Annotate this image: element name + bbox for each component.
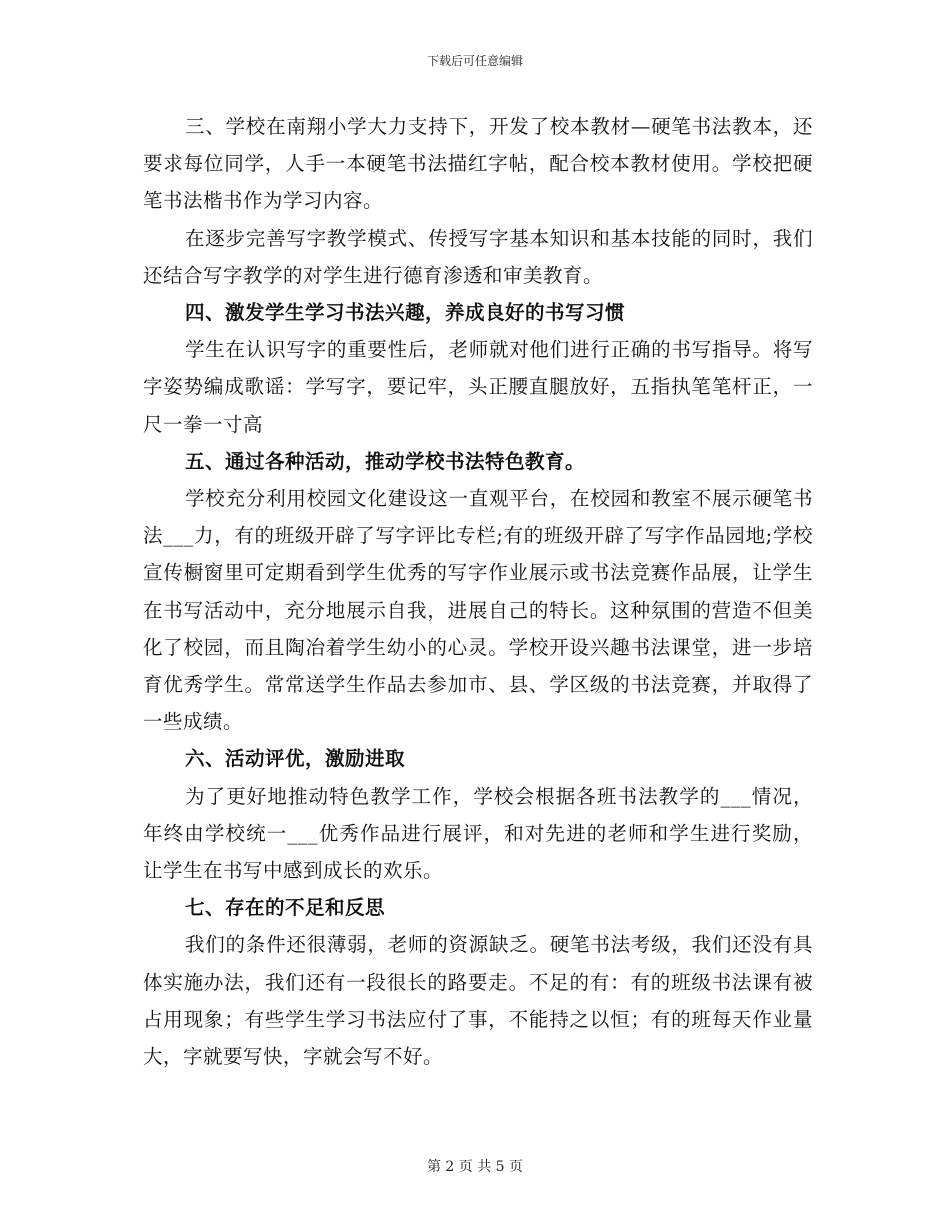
paragraph-writing-guidance: 学生在认识写字的重要性后，老师就对他们进行正确的书写指导。将写字姿势编成歌谣：学写字，要记牢，头正腰直腿放好，五指执笔笔杆正，一尺一拳一寸高: [143, 338, 813, 436]
page-footer: 第 2 页 共 5 页: [426, 1159, 524, 1175]
paragraph-evaluation: 为了更好地推动特色教学工作，学校会根据各班书法教学的___情况，年终由学校统一___优秀作品进行展评，和对先进的老师和学生进行奖励，让学生在书写中感到成长的欢乐。: [143, 784, 813, 883]
section-heading-5: 五、通过各种活动，推动学校书法特色教育。: [185, 449, 586, 473]
section-heading-4: 四、激发学生学习书法兴趣，养成良好的书写习惯: [185, 301, 626, 325]
paragraph-school-materials: 三、学校在南翔小学大力支持下，开发了校本教材—硬笔书法教本，还要求每位同学，人手一本硬笔书法描红字帖，配合校本教材使用。学校把硬笔书法楷书作为学习内容。: [143, 115, 813, 213]
paragraph-shortcomings: 我们的条件还很薄弱，老师的资源缺乏。硬笔书法考级，我们还没有具体实施办法，我们还有一段很长的路要走。不足的有：有的班级书法课有被占用现象；有些学生学习书法应付了事，不能持之以恒；有的班每天作业量大，字就要写快，字就会写不好。: [143, 933, 813, 1069]
paragraph-activities: 学校充分利用校园文化建设这一直观平台，在校园和教室不展示硬笔书法___力，有的班级开辟了写字评比专栏;有的班级开辟了写字作品园地;学校宣传橱窗里可定期看到学生优秀的写字作业展示或书法竞赛作品展，让学生在书写活动中，充分地展示自我，进展自己的特长。这种氛围的营造不但美化了校园，而且陶冶着学生幼小的心灵。学校开设兴趣书法课堂，进一步培育优秀学生。常常送学生作品去参加市、县、学区级的书法竞赛，并取得了一些成绩。: [143, 487, 813, 734]
section-heading-6: 六、活动评优，激励进取: [185, 747, 406, 771]
document-body: [143, 108, 813, 1075]
paragraph-moral-education: 在逐步完善写字教学模式、传授写字基本知识和基本技能的同时，我们还结合写字教学的对学生进行德育渗透和审美教育。: [143, 226, 813, 287]
section-heading-7: 七、存在的不足和反思: [185, 896, 386, 920]
page-header: 下载后可任意编辑: [426, 54, 523, 68]
